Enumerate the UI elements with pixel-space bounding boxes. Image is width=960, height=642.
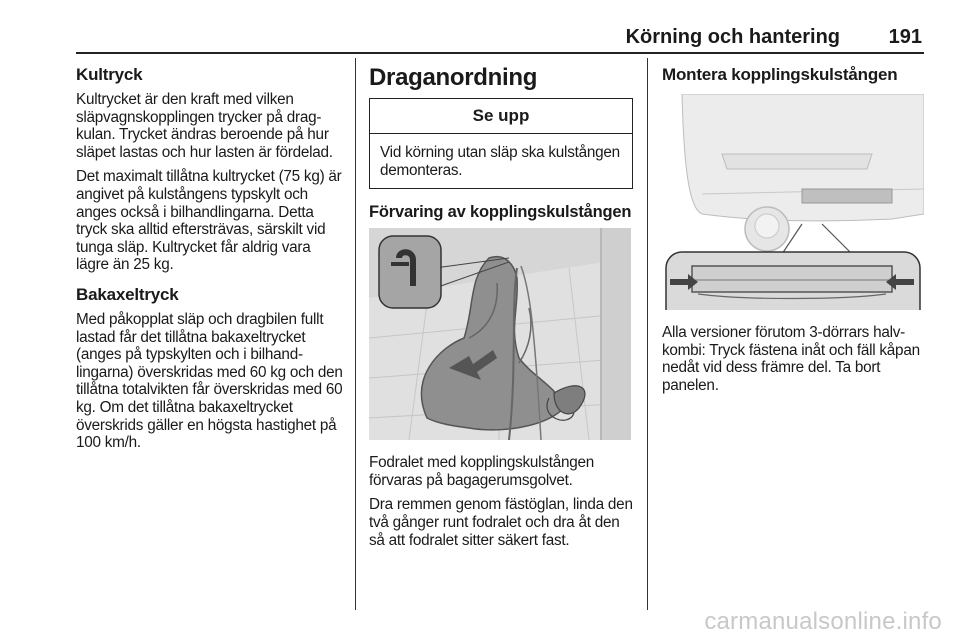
paragraph: Alla versioner förutom 3-dörrars halvkombi: Tryck fästena inåt och fäll kåpan nedåt vid dess främre del. Ta bort panelen. [662,324,920,394]
paragraph: Dra remmen genom fästöglan, linda den två gånger runt fodralet och dra åt den så att fodralet sitter säkert fast. [369,496,633,549]
heading-mount: Montera kopplingskulstången [662,65,898,84]
paragraph: Med påkopplat släp och dragbilen fullt lastad får det tillåtna bakaxeltrycket (anges på typskylten och i bilhandlingarna) överskridas med 60 kg och den tillåtna totalvikten får överskridas med 60 kg. Om det tillåtna bakaxeltrycket överskrids gäller en högsta hastighet på 100 km/h. [76,310,343,452]
page-number: 191 [888,26,922,48]
page-header [76,26,924,50]
caution-box [369,98,633,189]
column-3 [662,64,924,401]
header-title: Körning och hantering [625,26,840,48]
column-1 [76,64,346,459]
paragraph: Det maximalt tillåtna kultrycket (75 kg) är angivet på kulstångens typskylt och anges också i bilhandlingarna. Detta tryck ska alltid eftersträvas, särskilt vid tunga släp. Kultrycket får aldrig vara lägre än 25 kg. [76,168,342,274]
section-title: Draganordning [369,64,538,91]
paragraph: Fodralet med kopplingskulstången förvaras på bagagerumsgolvet. [369,454,594,489]
towbar-bag-illustration [369,228,631,440]
caution-text: Vid körning utan släp ska kulstången demonteras. [380,144,620,179]
caution-body [370,134,632,188]
header-rule [76,52,924,54]
heading-kultryck: Kultryck [76,65,143,84]
heading-bakaxeltryck: Bakaxeltryck [76,284,179,304]
column-2 [369,64,633,556]
paragraph: Kultrycket är den kraft med vilken släpvagnskopplingen trycker på dragkulan. Trycket ändras beroende på hur släpet lastas och hur lasten är fördelad. [76,91,333,161]
heading-storage: Förvaring av kopplingskulstången [369,203,632,222]
column-divider-2 [647,58,648,610]
bumper-panel-illustration [662,94,924,310]
watermark: carmanualsonline.info [704,608,942,635]
column-divider-1 [355,58,356,610]
caution-heading: Se upp [370,99,632,134]
